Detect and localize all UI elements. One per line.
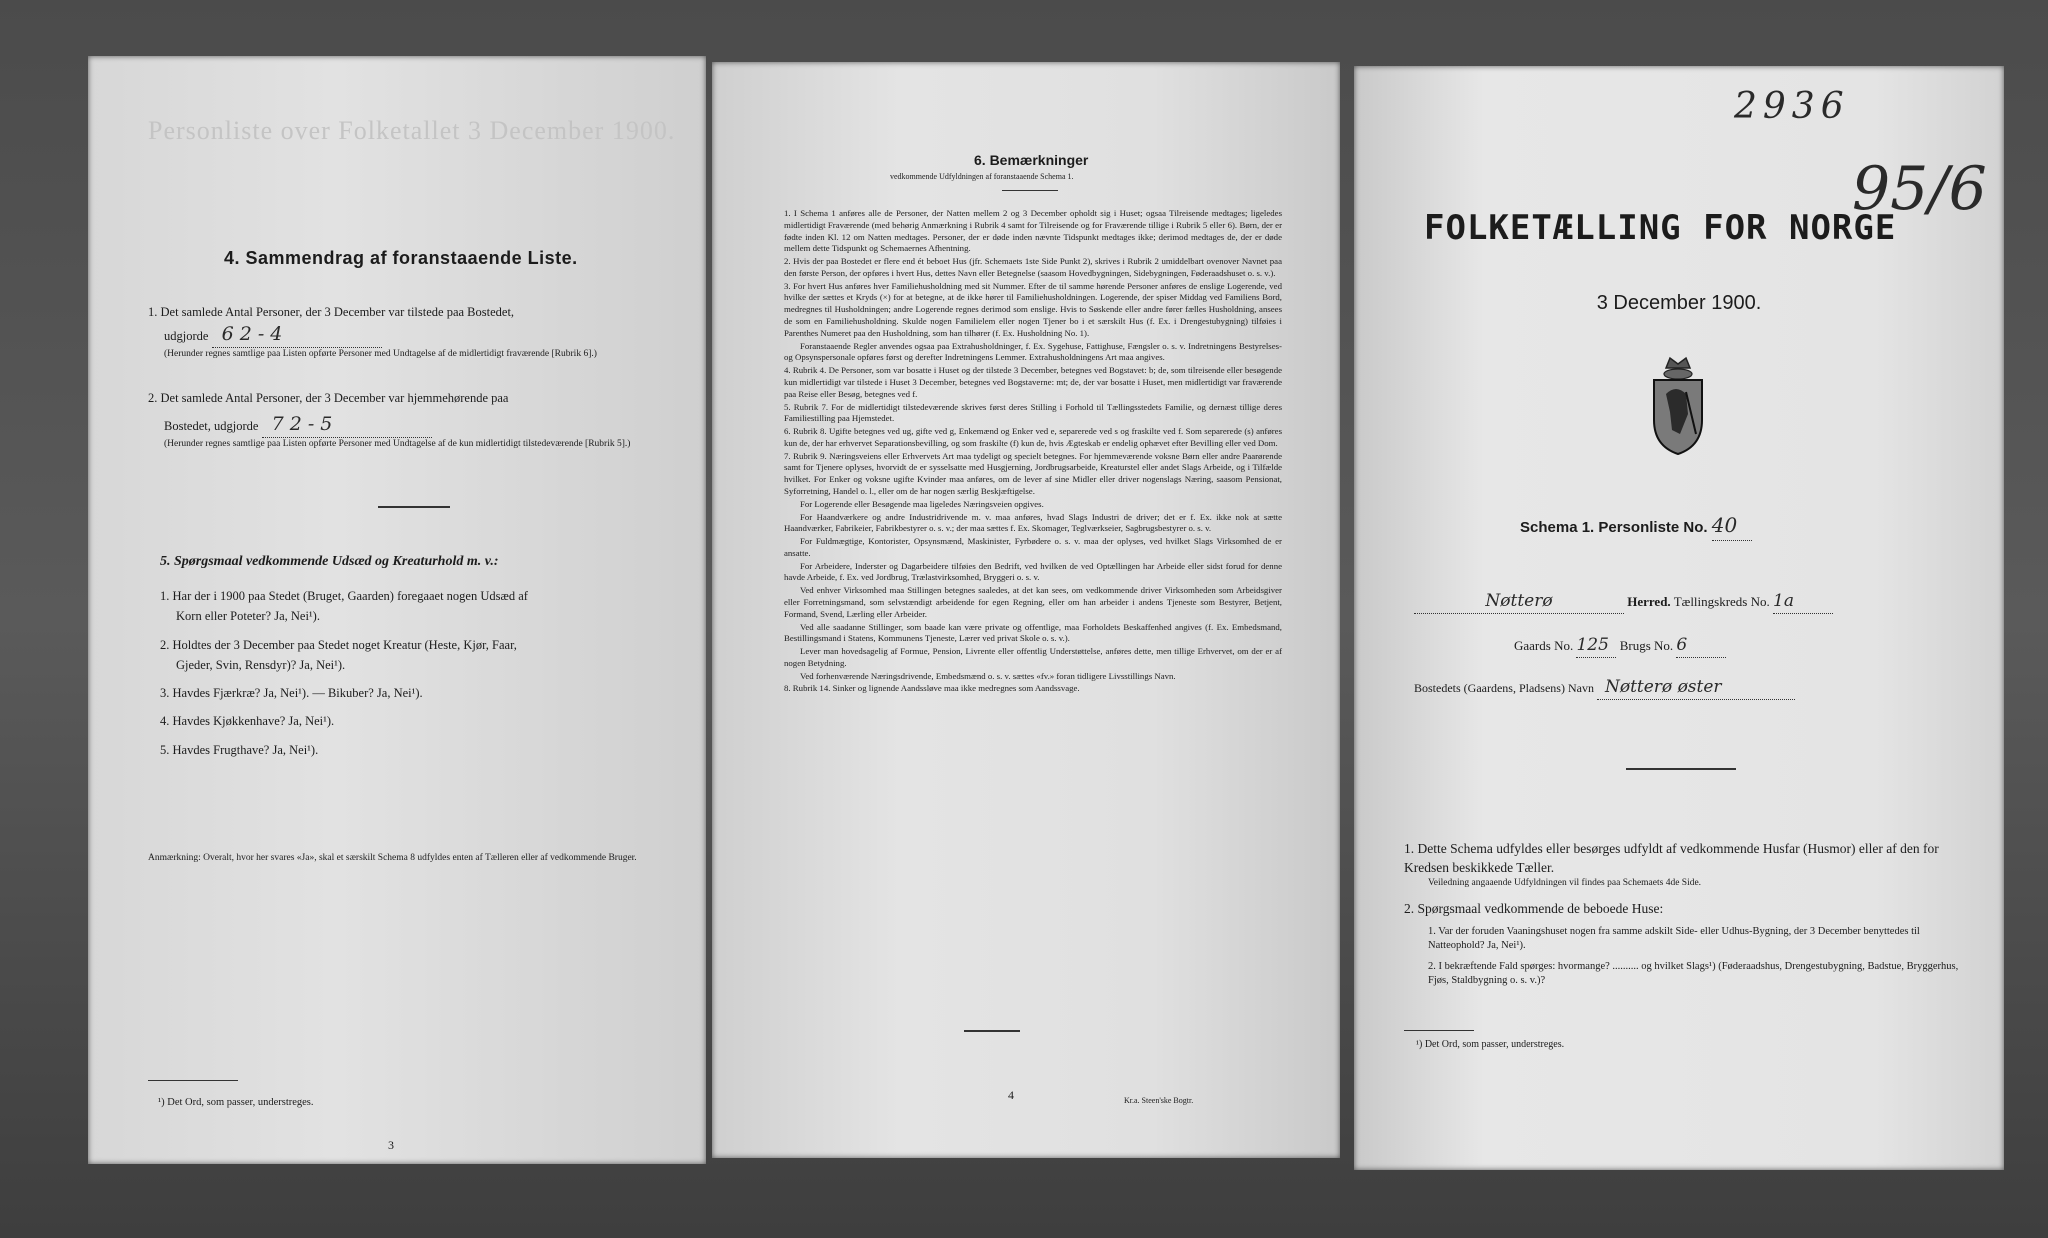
item-2: [148, 390, 668, 451]
instruction-2: [1404, 900, 1964, 989]
section-4-title: 4. Sammendrag af foranstaaende Liste.: [224, 248, 578, 268]
gaards-label: Gaards No.: [1514, 638, 1574, 653]
item-1-note: (Herunder regnes samtlige paa Listen opførte Personer med Undtagelse af de midlertidigt fraværende [Rubrik 6].): [164, 349, 597, 360]
schema-handwritten: 40: [1712, 512, 1752, 541]
remarks-body: [784, 208, 1282, 696]
gaards-handwritten: 125: [1576, 634, 1616, 658]
instruction-1: [1404, 840, 1964, 890]
remark-paragraph: 6. Rubrik 8. Ugifte betegnes ved ug, gifte ved g, Enkemænd og Enker ved e, separerede ved s og fraskilte ved f. Som separerede (s) anføres kun de, der har erhvervet Separationsbevilling, og som fraskilte (f) kun de, hvis Ægteskab er endelig ophævet efter Bevilling eller ved Dom.: [784, 426, 1282, 448]
remark-paragraph: 2. Hvis der paa Bostedet er flere end ét beboet Hus (jfr. Schemaets 1ste Side Punkt 2), skrives i Rubrik 2 umiddelbart ovenover Navnet paa den første Person, der opføres i hvert Hus, dettes Navn eller Betegnelse (saasom Hovedbygningen, Sidebygningen, Føderaadshuset o. s. v.).: [784, 256, 1282, 278]
page-3: [88, 56, 706, 1164]
page-4: [712, 62, 1340, 1158]
remark-paragraph: 4. Rubrik 4. De Personer, som var bosatte i Huset og der tilstede 3 December, betegnes ved Bogstavet: b; de, som tilreisende eller besøgende kun midlertidigt var tilstede i Huset 3 December, betegnes ved Bogstaverne: mt; de, der var bosatte i Huset, men midlertidigt var fraværende paa Reise eller Besøg, betegnes ved f.: [784, 365, 1282, 399]
remark-paragraph: 7. Rubrik 9. Næringsveiens eller Erhvervets Art maa tydeligt og specielt betegnes. For hjemmeværende voksne Børn eller andre Paarørende samt for Tjenere oplyses, hvorvidt de er sysselsatte med Husgjerning, Jordbrugsarbeide, Kreaturstel eller andet Slags Arbeide, og i Tilfælde hvilket. For Enker og voksne ugifte Kvinder maa anføres, om de lever af sine Midler eller driver nogenslags Næring, saasom Pensionat, Syforretning, Handel o. l., eller om de har nogen særlig Beskjæftigelse.: [784, 450, 1282, 496]
coat-of-arms-icon: [1646, 354, 1710, 458]
item-2-text: 2. Det samlede Antal Personer, der 3 December var hjemmehørende paa: [148, 391, 509, 405]
document-title: FOLKETÆLLING FOR NORGE: [1424, 208, 1897, 248]
remark-paragraph: For Arbeidere, Inderster og Dagarbeidere tilføies den Bedrift, ved hvilken de ved Optællingen har Arbeide eller sidst forud for denne havde Arbeide, f. Ex. ved Jordbrug, Trælastvirksomhed, Bryggeri o. s. v.: [784, 560, 1282, 583]
remark-paragraph: Ved enhver Virksomhed maa Stillingen betegnes saaledes, at det kan sees, om vedkommende driver Virksomheden som Arbeidsgiver eller Forretningsmand, som selvstændigt arbeidende for egen Regning, eller om han arbeider i andens Tjeneste som Bestyrer, Betjent, Formand, Svend, Lærling eller Arbeider.: [784, 585, 1282, 619]
instruction-1-text: 1. Dette Schema udfyldes eller besørges udfyldt af vedkommende Husfar (Husmor) eller af den for Kredsen beskikkede Tæller.: [1404, 841, 1939, 875]
printer-imprint: Kr.a. Steen'ske Bogtr.: [1124, 1096, 1194, 1105]
remark-paragraph: 3. For hvert Hus anføres hver Familiehusholdning med sit Nummer. Efter de til samme hørende Personer anføres de enslige Logerende, ved hvilke der sættes et Kryds (×) for at betegne, at de ikke hører til Familiehusholdningen. Logerende, der spiser Middag ved Familiens Bord, medregnes til Husholdningen; andre Logerende regnes derimod som enslige. Hvis to Søskende eller andre fører fælles Husholdning, ansees de som en Familiehusholdning. Skulde nogen Familielem eller nogen Tjener bo i et særskilt Hus (f. Ex. i Drengestubygning) tilføies i Parenthes Numeret paa den Husholdning, som han tilhører (f. Ex. Husholdning No. 1).: [784, 280, 1282, 338]
instruction-2-item-1: 1. Var der foruden Vaaningshuset nogen fra samme adskilt Side- eller Udhus-Bygning, der 3 December benyttedes til Natteophold? Ja, Nei¹).: [1428, 925, 1920, 952]
herred-label: Herred.: [1627, 594, 1671, 609]
bosted-line: [1414, 676, 1795, 700]
footnote: ¹) Det Ord, som passer, understreges.: [1416, 1039, 1565, 1050]
page-number: 3: [388, 1138, 394, 1152]
item-2-handwritten: 7 2 - 5: [262, 411, 432, 438]
item-2-note: (Herunder regnes samtlige paa Listen opførte Personer med Undtagelse af de kun midlertidigt tilstedeværende [Rubrik 5].): [164, 439, 631, 450]
title-rule: [1002, 190, 1058, 191]
footnote: ¹) Det Ord, som passer, understreges.: [158, 1097, 314, 1108]
instruction-2-item-2: 2. I bekræftende Fald spørges: hvormange? .......... og hvilket Slags¹) (Føderaadshus, Drengestubygning, Badstue, Bryggerhus, Fjøs, Staldbygning o. s. v.)?: [1428, 960, 1959, 987]
kreds-label: Tællingskreds No.: [1673, 594, 1770, 609]
bosted-handwritten: Nøtterø øster: [1597, 676, 1795, 700]
question-3: 3. Havdes Fjærkræ? Ja, Nei¹). — Bikuber? Ja, Nei¹).: [160, 686, 423, 700]
question-1-cont: Korn eller Poteter? Ja, Nei¹).: [176, 609, 320, 624]
item-1-handwritten: 6 2 - 4: [212, 321, 382, 348]
remark-paragraph: Foranstaaende Regler anvendes ogsaa paa Extrahusholdninger, f. Ex. Sygehuse, Fattighuse, Fængsler o. s. v. Indretningens Bestyrelses- og Opsynspersonale opføres først og derefter Indretningens Lemmer. Extrahusholdningens Art maa angives.: [784, 340, 1282, 363]
section-5-title: 5. Spørgsmaal vedkommende Udsæd og Kreaturhold m. v.:: [160, 554, 499, 569]
bosted-label: Bostedets (Gaardens, Pladsens) Navn: [1414, 681, 1594, 695]
remark-paragraph: Ved alle saadanne Stillinger, som baade kan være private og offentlige, maa Forholdets Beskaffenhed angives (f. Ex. Embedsmand, Bestillingsmand i Statens, Kommunens Tjeneste, Lærer ved privat Skole o. s. v.).: [784, 621, 1282, 644]
bleed-through-text: Personliste over Folketallet 3 December 1900.: [148, 116, 676, 145]
remark-paragraph: 8. Rubrik 14. Sinker og lignende Aandssløve maa ikke medregnes som Aandssvage.: [784, 683, 1080, 694]
brugs-handwritten: 6: [1676, 634, 1726, 658]
remark-paragraph: For Logerende eller Besøgende maa ligeledes Næringsveien opgives.: [800, 498, 1044, 509]
census-date: 3 December 1900.: [1596, 292, 1762, 314]
herred-handwritten: Nøtterø: [1414, 590, 1624, 614]
herred-line: [1414, 590, 1974, 614]
remark-paragraph: 1. I Schema 1 anføres alle de Personer, der Natten mellem 2 og 3 December opholdt sig i Huset; ogsaa Tilreisende medtages; ligeledes midlertidigt Fraværende (med behørig Anmærkning i Rubrik 4 samt for Tilreisende og for Fraværende tillige i Rubrik 5 eller 6). Børn, der er fødte inden Kl. 12 om Natten medtages. Personer, der er døde inden nævnte Tidspunkt medtages ikke; derimod medtages de, der er døde mellem dette Tidspunkt og Schemaernes Afhentning.: [784, 208, 1282, 254]
remark-paragraph: 5. Rubrik 7. For de midlertidigt tilstedeværende skrives først deres Stilling i Forhold til Tællingsstedets Familie, og dernæst tillige deres Familiestilling paa Hjemstedet.: [784, 401, 1282, 424]
archive-number: 2936: [1734, 86, 1850, 127]
section-6-subtitle: vedkommende Udfyldningen af foranstaaende Schema 1.: [890, 172, 1074, 181]
remark-paragraph: For Haandværkere og andre Industridrivende m. v. maa anføres, hvad Slags Industri de driver; det er f. Ex. ikke nok at sætte Haandværker, Fabrikeier, Fabrikbestyrer o. s. v.; der maa sættes f. Ex. Skomager, Teglværkseier, Sagbrugsbestyrer o. s. v.: [784, 511, 1282, 534]
question-2: 2. Holdtes der 3 December paa Stedet noget Kreatur (Heste, Kjør, Faar,: [160, 637, 517, 652]
question-5: 5. Havdes Frugthave? Ja, Nei¹).: [160, 742, 319, 757]
brugs-label: Brugs No.: [1619, 638, 1674, 653]
item-1-label: udgjorde: [164, 329, 209, 344]
annotation-note: Anmærkning: Overalt, hvor her svares «Ja», skal et særskilt Schema 8 udfyldes enten af Tælleren eller af vedkommende Bruger.: [148, 853, 637, 863]
remark-paragraph: Ved forhenværende Næringsdrivende, Embedsmænd o. s. v. sættes «fv.» foran tidligere Livsstillings Navn.: [800, 670, 1176, 681]
kreds-handwritten: 1a: [1773, 590, 1833, 614]
question-1: 1. Har der i 1900 paa Stedet (Bruget, Gaarden) foregaaet nogen Udsæd af: [160, 589, 528, 603]
page-number: 4: [1008, 1088, 1014, 1102]
ornament-rule: [1626, 768, 1736, 770]
gaards-line: [1514, 634, 1726, 658]
section-5-questions: [160, 586, 680, 760]
instruction-2-text: 2. Spørgsmaal vedkommende de beboede Huse:: [1404, 901, 1664, 916]
footnote-rule: [1404, 1030, 1474, 1031]
question-2-cont: Gjeder, Svin, Rensdyr)? Ja, Nei¹).: [176, 657, 346, 672]
item-1: [148, 304, 668, 361]
divider: [378, 506, 450, 508]
handwritten-number: 95/6: [1852, 154, 1987, 224]
cover-page: [1354, 66, 2004, 1170]
item-2-label: Bostedet, udgjorde: [164, 419, 259, 434]
remark-paragraph: For Fuldmægtige, Kontorister, Opsynsmænd, Maskinister, Fyrbødere o. s. v. maa der oplyses, ved hvilket Slags Virksomhed de er ansatte.: [784, 536, 1282, 558]
schema-label: Schema 1. Personliste No.: [1520, 519, 1708, 536]
section-6-title: 6. Bemærkninger: [974, 152, 1089, 168]
footnote-rule: [148, 1080, 238, 1081]
item-1-text: 1. Det samlede Antal Personer, der 3 December var tilstede paa Bostedet,: [148, 305, 515, 319]
question-4: 4. Havdes Kjøkkenhave? Ja, Nei¹).: [160, 714, 335, 729]
remark-paragraph: Lever man hovedsagelig af Formue, Pension, Livrente eller offentlig Understøttelse, anføres dette, men tillige Erhvervet, om der er af nogen Betydning.: [784, 646, 1282, 668]
schema-line: [1520, 512, 1752, 541]
instruction-1-sub: Veiledning angaaende Udfyldningen vil findes paa Schemaets 4de Side.: [1428, 878, 1702, 889]
end-rule: [964, 1030, 1020, 1032]
